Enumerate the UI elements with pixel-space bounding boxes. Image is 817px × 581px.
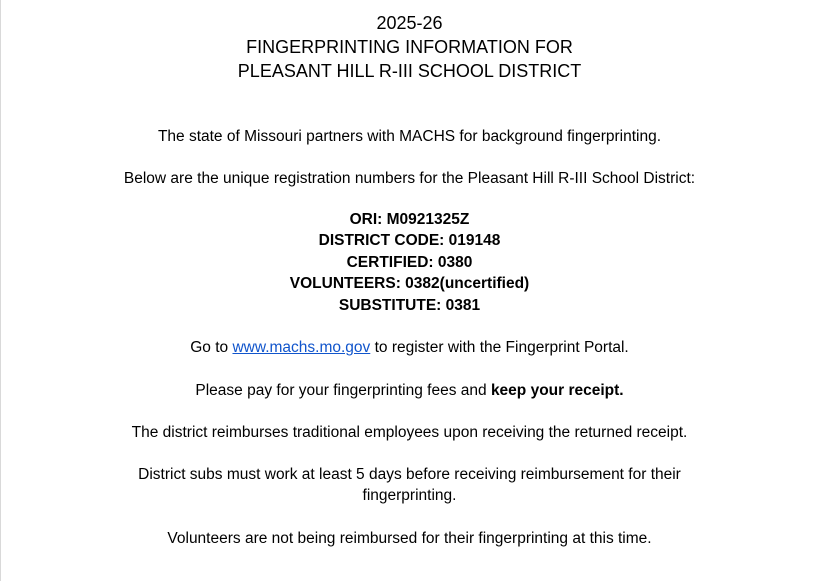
code-district: DISTRICT CODE: 019148 <box>318 232 501 250</box>
registration-codes <box>1 209 817 316</box>
subs-paragraph-line-1: District subs must work at least 5 days before receiving reimbursement for their <box>138 466 681 483</box>
register-paragraph <box>1 337 817 358</box>
code-substitute: SUBSTITUTE: 0381 <box>338 296 481 314</box>
register-prefix: Go to <box>190 339 233 356</box>
document-title <box>1 11 817 83</box>
registration-numbers-intro: Below are the unique registration numbers for the Pleasant Hill R-III School District: <box>123 170 696 187</box>
code-volunteers: VOLUNTEERS: 0382(uncertified) <box>289 275 530 293</box>
title-year: 2025-26 <box>376 13 443 33</box>
intro-paragraph: The state of Missouri partners with MACHS for background fingerprinting. <box>157 128 662 145</box>
pay-paragraph <box>1 380 817 401</box>
keep-receipt-emphasis: keep your receipt. <box>490 382 624 399</box>
title-line-2: PLEASANT HILL R-III SCHOOL DISTRICT <box>237 61 582 81</box>
machs-website-link[interactable]: www.machs.mo.gov <box>232 339 371 356</box>
code-ori: ORI: M0921325Z <box>349 211 470 228</box>
pay-prefix: Please pay for your fingerprinting fees and <box>195 382 491 399</box>
code-certified: CERTIFIED: 0380 <box>346 253 473 271</box>
reimbursement-paragraph: The district reimburses traditional employees upon receiving the returned receipt. <box>131 424 688 441</box>
volunteers-paragraph: Volunteers are not being reimbursed for their fingerprinting at this time. <box>167 530 652 547</box>
register-suffix: to register with the Fingerprint Portal. <box>370 339 629 356</box>
title-line-1: FINGERPRINTING INFORMATION FOR <box>246 37 573 57</box>
subs-paragraph-line-2: fingerprinting. <box>362 487 457 504</box>
